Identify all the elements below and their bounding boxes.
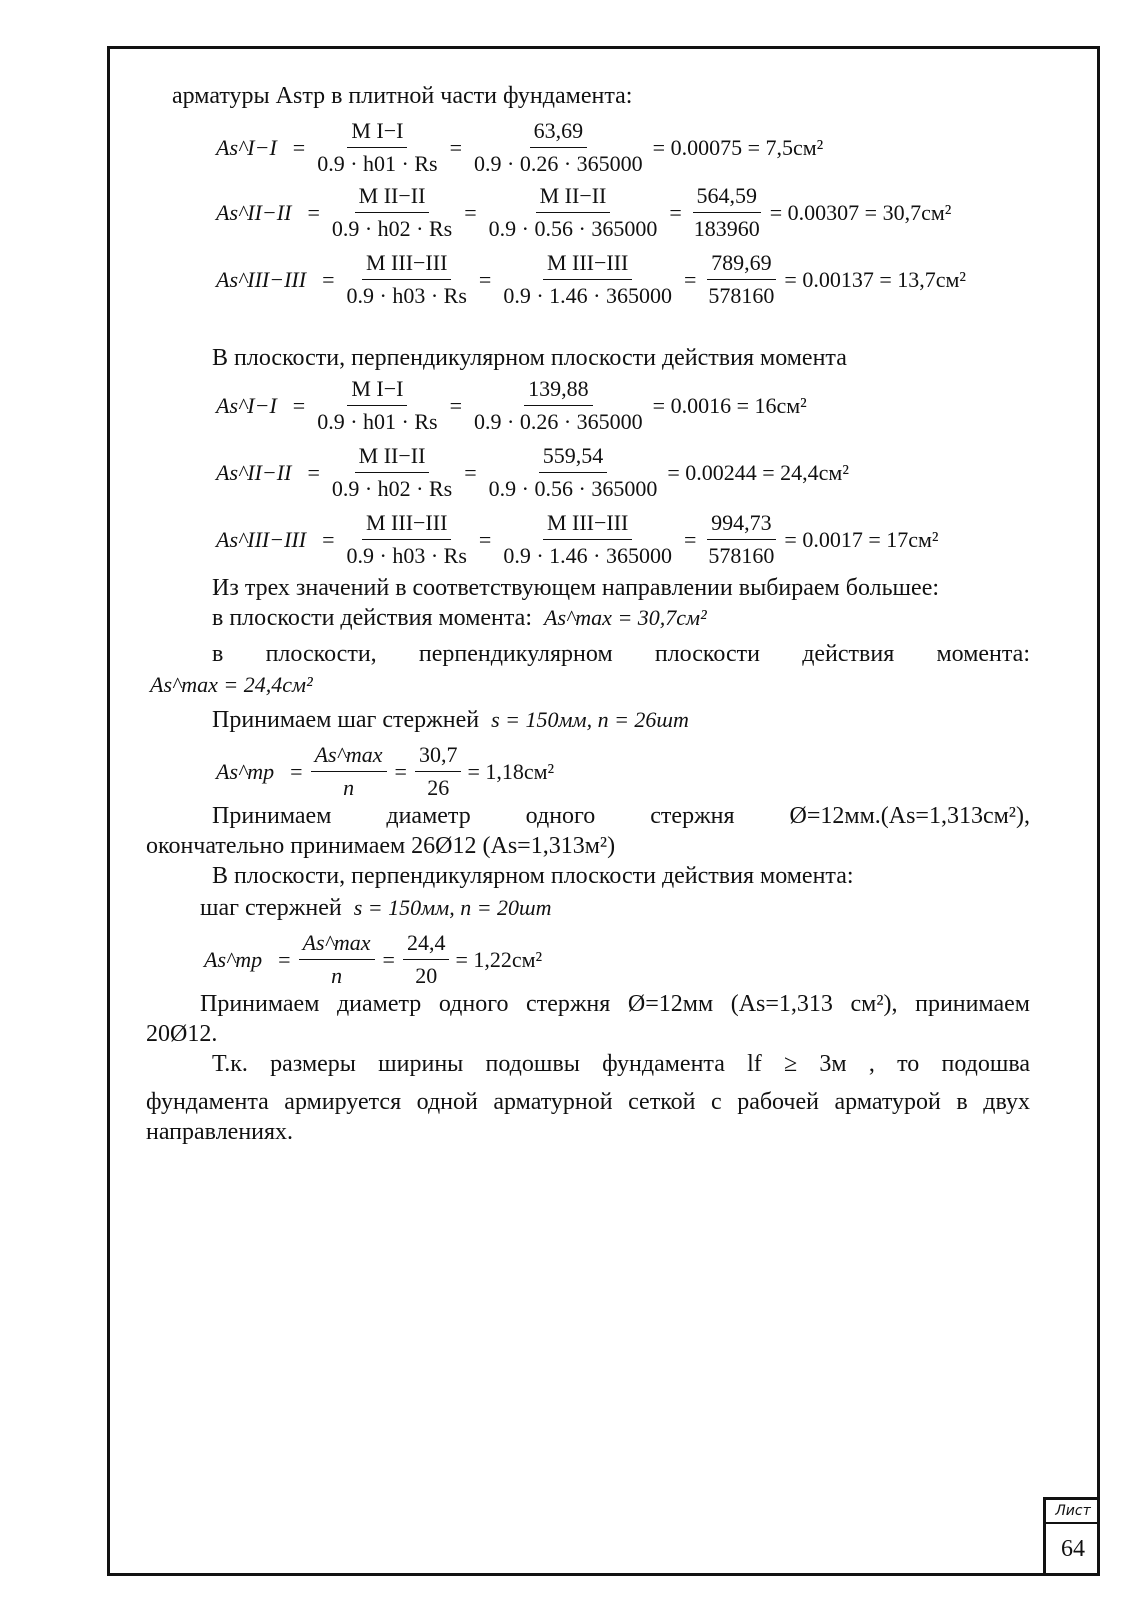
sheet-label: Лист bbox=[1046, 1500, 1100, 1524]
equation-a1: As^I−I = $\frac{\text{M I−I}}{0.9 \cdot h01 \cdot Rs}$ = $\frac{63,69}{0.9 \cdot 0.26 \cdot 365000}$ = 0.00075 = 7,5см² bbox=[216, 118, 824, 176]
step2-line: шаг стержней s = 150мм, n = 20шт bbox=[200, 895, 552, 921]
choose-text: Из трех значений в соответствующем направлении выбираем большее: bbox=[212, 575, 940, 601]
sheet-stamp bbox=[1043, 1497, 1100, 1576]
perp2-heading: В плоскости, перпендикулярном плоскости действия момента: bbox=[212, 863, 854, 889]
equation-b2: As^II−II = $\frac{\text{M II−II}}{0.9 \cdot h02 \cdot Rs}$ = $\frac{559,54}{0.9 \cdot 0.56 \cdot 365000}$ = 0.00244 = 24,4см² bbox=[216, 443, 849, 501]
equation-a2: As^II−II = $\frac{\text{M II−II}}{0.9 \cdot h02 \cdot Rs}$ = $\frac{\text{M II−II}}{0.9 \cdot 0.56 \cdot 365000}$ = $\frac{564,59}{183960}$ = 0.00307 = 30,7см² bbox=[216, 183, 952, 241]
final-line2: фундамента армируется одной арматурной сеткой с рабочей арматурой в двух bbox=[146, 1089, 1030, 1115]
diam1-line1: Принимаем диаметр одного стержня Ø=12мм.(As=1,313см²), bbox=[212, 803, 1030, 829]
final-line3: направлениях. bbox=[146, 1119, 294, 1145]
step1-line: Принимаем шаг стержней s = 150мм, n = 26шт bbox=[212, 707, 689, 733]
diam2-line1: Принимаем диаметр одного стержня Ø=12мм (As=1,313 см²), принимаем bbox=[200, 991, 1030, 1017]
moment-plane-line: в плоскости действия момента: As^max = 30,7см² bbox=[212, 605, 707, 631]
diam2-line2: 20Ø12. bbox=[146, 1021, 218, 1047]
equation-b3: As^III−III = $\frac{\text{M III−III}}{0.9 \cdot h03 \cdot Rs}$ = $\frac{\text{M III−III}}{0.9 \cdot 1.46 \cdot 365000}$ = $\frac{994,73}{578160}$ = 0.0017 = 17см² bbox=[216, 510, 939, 568]
perp-plane-line: в плоскости, перпендикулярном плоскости действия момента: bbox=[212, 641, 1030, 667]
fraction-2: As^тр = $\frac{As\^{}\max}{n}$ = $\frac{24,4}{20}$ = 1,22см² bbox=[204, 930, 543, 988]
equation-a3: As^III−III = $\frac{\text{M III−III}}{0.9 \cdot h03 \cdot Rs}$ = $\frac{\text{M III−III}}{0.9 \cdot 1.46 \cdot 365000}$ = $\frac{789,69}{578160}$ = 0.00137 = 13,7см² bbox=[216, 250, 967, 308]
perp-heading: В плоскости, перпендикулярном плоскости действия момента bbox=[212, 345, 847, 371]
perp-plane-value: As^max = 24,4см² bbox=[150, 672, 313, 697]
final-line1: Т.к. размеры ширины подошвы фундамента lf ≥ 3м , то подошва bbox=[212, 1051, 1030, 1077]
diam1-line2: окончательно принимаем 26Ø12 (As=1,313м²) bbox=[146, 833, 616, 859]
sheet-number: 64 bbox=[1061, 1536, 1085, 1562]
equation-b1: As^I−I = $\frac{\text{M I−I}}{0.9 \cdot h01 \cdot Rs}$ = $\frac{139,88}{0.9 \cdot 0.26 \cdot 365000}$ = 0.0016 = 16см² bbox=[216, 376, 807, 434]
intro-text: арматуры Asтр в плитной части фундамента: bbox=[172, 83, 633, 109]
fraction-1: As^тр = $\frac{As\^{}\max}{n}$ = $\frac{30,7}{26}$ = 1,18см² bbox=[216, 742, 555, 800]
